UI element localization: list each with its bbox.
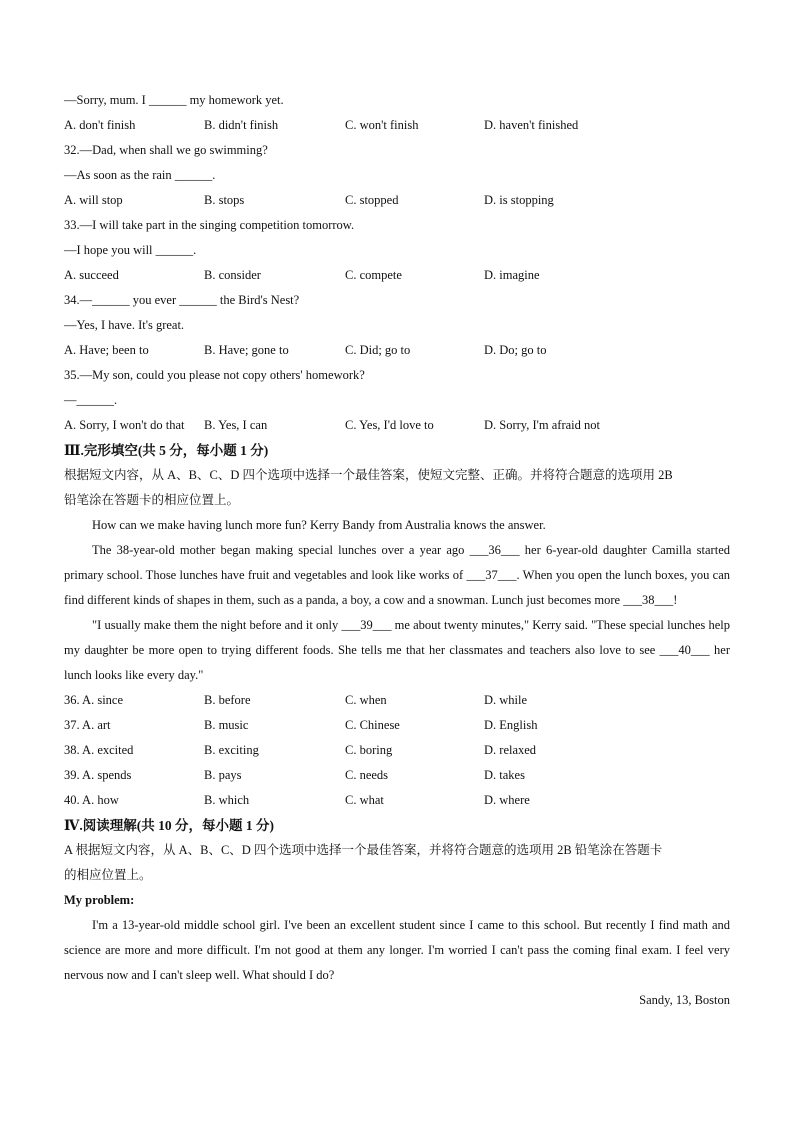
reading-instruction: A 根据短文内容，从 A、B、C、D 四个选项中选择一个最佳答案，并将符合题意的选项用 2B 铅笔涂在答题卡 — [64, 843, 663, 857]
cloze-instruction-cont: 铅笔涂在答题卡的相应位置上。 — [64, 493, 240, 507]
option-c: C. what — [345, 793, 384, 807]
option-a: 39. A. spends — [64, 768, 132, 782]
option-a: 40. A. how — [64, 793, 119, 807]
option-b: B. exciting — [204, 743, 259, 757]
reading-passage — [64, 913, 730, 988]
option-b: B. music — [204, 718, 249, 732]
option-d: D. Sorry, I'm afraid not — [484, 418, 600, 432]
q32-options — [64, 188, 730, 213]
option-c: C. needs — [345, 768, 389, 782]
option-b: B. stops — [204, 193, 245, 207]
q32-question: 32.—Dad, when shall we go swimming? — [64, 143, 268, 157]
option-c: C. Chinese — [345, 718, 400, 732]
option-b: B. didn't finish — [204, 118, 279, 132]
cloze-passage — [64, 513, 730, 688]
option-b: B. consider — [204, 268, 261, 282]
reading-heading: My problem: — [64, 893, 135, 907]
section-heading-reading: Ⅳ.阅读理解(共 10 分，每小题 1 分) — [64, 818, 274, 833]
q34-question: 34.—______ you ever ______ the Bird's Nest? — [64, 293, 300, 307]
option-b: B. before — [204, 693, 251, 707]
option-c: C. boring — [345, 743, 393, 757]
q32-reply: —As soon as the rain ______. — [64, 168, 216, 182]
q38-options — [64, 738, 730, 763]
option-c: C. stopped — [345, 193, 399, 207]
q39-options — [64, 763, 730, 788]
option-a: A. Have; been to — [64, 343, 149, 357]
reading-instruction-cont: 的相应位置上。 — [64, 868, 152, 882]
passage-paragraph: The 38-year-old mother began making special lunches over a year ago ___36___ her 6-year-old daughter Camilla started primary school. Those lunches have fruit and vegetables and look like works of ___37___. When you open the lunch boxes, you can find different kinds of shapes in them, such as a panda, a boy, a cow and a snowman. Lunch just becomes more ___38___! — [64, 543, 730, 607]
q33-options — [64, 263, 730, 288]
q37-options — [64, 713, 730, 738]
option-d: D. where — [484, 793, 530, 807]
passage-paragraph: I'm a 13-year-old middle school girl. I've been an excellent student since I came to this school. But recently I find math and science are more and more difficult. I'm not good at them any longer. I'm worried I can't pass the coming final exam. I feel very nervous now and I can't sleep well. What should I do? — [64, 918, 730, 982]
option-b: B. pays — [204, 768, 242, 782]
passage-paragraph: "I usually make them the night before and it only ___39___ me about twenty minutes," Kerry said. "These special lunches help my daughter be more open to trying different foods. She tells me that her classmates and teachers also love to see ___40___ her lunch looks like every day." — [64, 618, 730, 682]
q33-question: 33.—I will take part in the singing competition tomorrow. — [64, 218, 355, 232]
option-a: 38. A. excited — [64, 743, 134, 757]
option-d: D. takes — [484, 768, 525, 782]
option-d: D. haven't finished — [484, 118, 579, 132]
option-d: D. imagine — [484, 268, 540, 282]
exam-page — [64, 88, 730, 1013]
q31-options — [64, 113, 730, 138]
q36-options — [64, 688, 730, 713]
option-c: C. Did; go to — [345, 343, 411, 357]
option-d: D. while — [484, 693, 528, 707]
option-b: B. Yes, I can — [204, 418, 268, 432]
q34-options — [64, 338, 730, 363]
option-a: 36. A. since — [64, 693, 124, 707]
option-d: D. English — [484, 718, 538, 732]
cloze-instruction: 根据短文内容，从 A、B、C、D 四个选项中选择一个最佳答案，使短文完整、正确。并将符合题意的选项用 2B — [64, 468, 673, 482]
passage-paragraph: How can we make having lunch more fun? Kerry Bandy from Australia knows the answer. — [92, 518, 546, 532]
q40-options — [64, 788, 730, 813]
option-c: C. compete — [345, 268, 402, 282]
option-b: B. Have; gone to — [204, 343, 289, 357]
option-d: D. is stopping — [484, 193, 554, 207]
option-a: A. will stop — [64, 193, 123, 207]
q35-options — [64, 413, 730, 438]
q34-reply: —Yes, I have. It's great. — [64, 318, 185, 332]
option-b: B. which — [204, 793, 250, 807]
q35-question: 35.—My son, could you please not copy others' homework? — [64, 368, 365, 382]
option-a: 37. A. art — [64, 718, 111, 732]
q33-reply: —I hope you will ______. — [64, 243, 197, 257]
q35-reply: —______. — [64, 393, 118, 407]
letter-signature: Sandy, 13, Boston — [639, 993, 730, 1007]
option-c: C. when — [345, 693, 387, 707]
option-d: D. Do; go to — [484, 343, 547, 357]
option-a: A. Sorry, I won't do that — [64, 418, 185, 432]
option-a: A. don't finish — [64, 118, 136, 132]
option-d: D. relaxed — [484, 743, 537, 757]
section-heading-cloze: Ⅲ.完形填空(共 5 分，每小题 1 分) — [64, 443, 269, 458]
option-c: C. Yes, I'd love to — [345, 418, 434, 432]
option-c: C. won't finish — [345, 118, 419, 132]
option-a: A. succeed — [64, 268, 119, 282]
q31-reply: —Sorry, mum. I ______ my homework yet. — [64, 93, 284, 107]
